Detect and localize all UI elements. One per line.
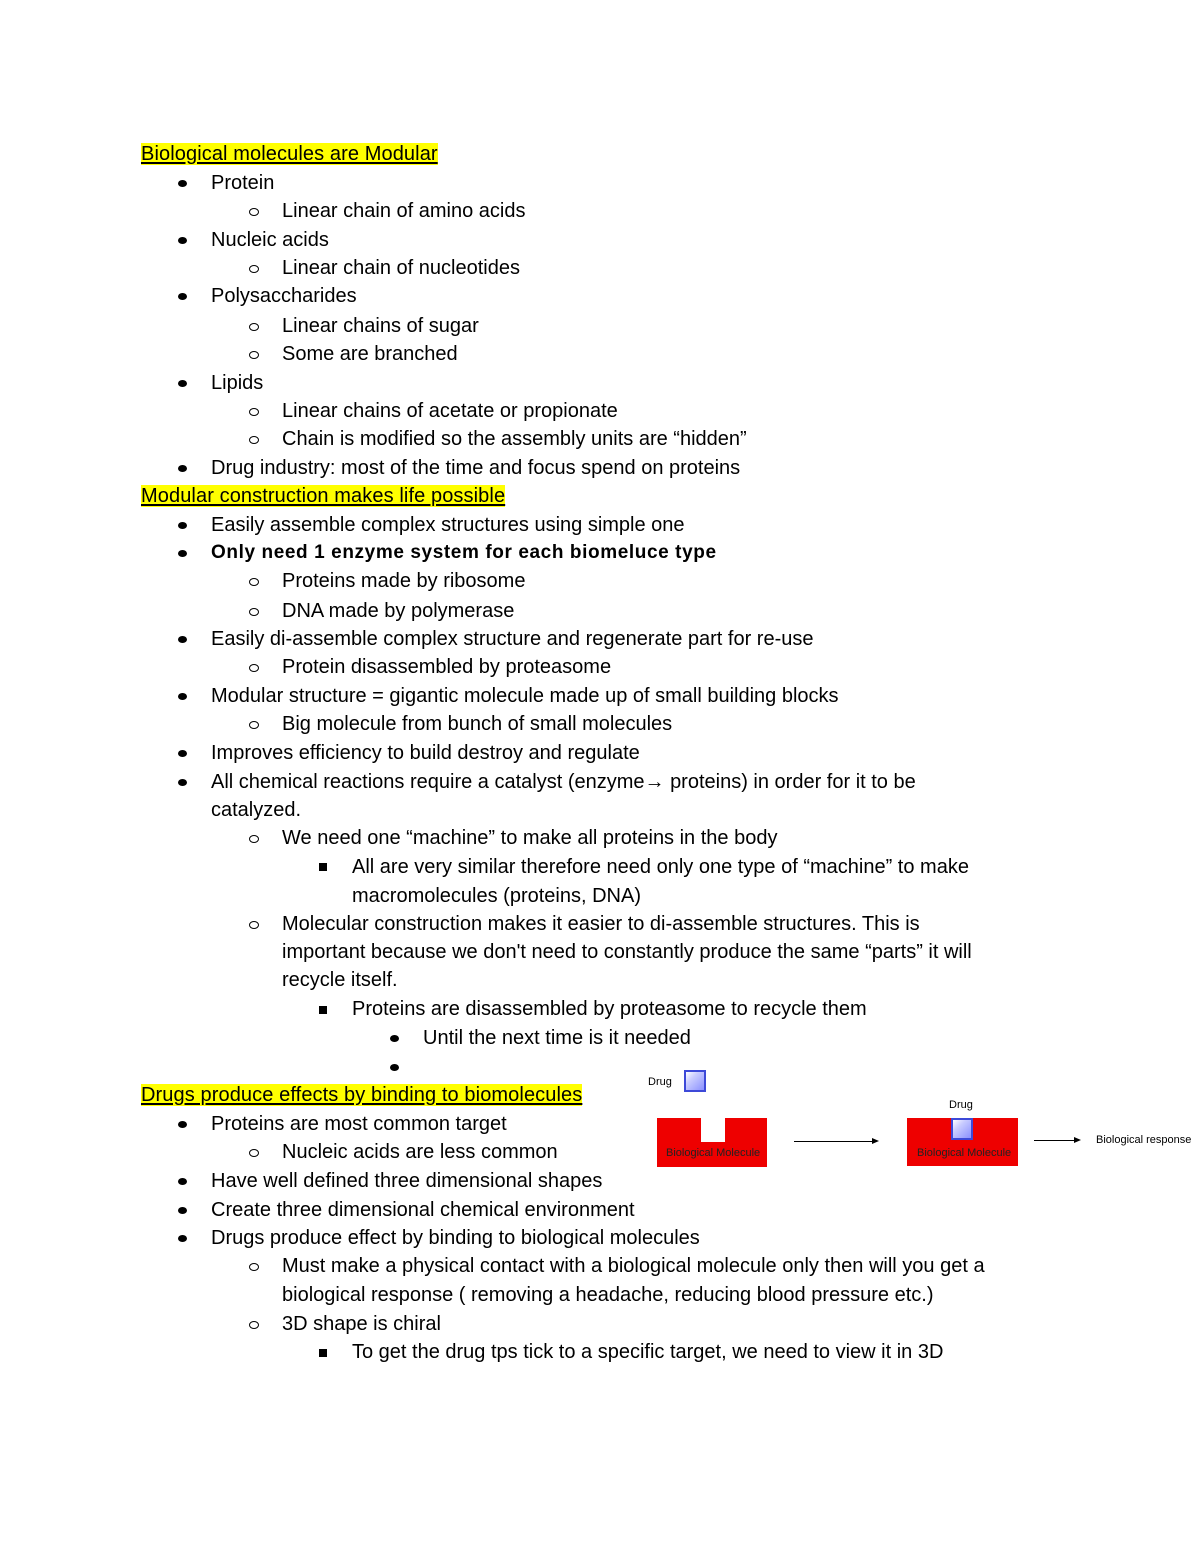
section-heading: Biological molecules are Modular — [141, 143, 438, 165]
bullet-disc — [390, 1035, 399, 1042]
bullet-disc — [178, 237, 187, 244]
section-heading: Modular construction makes life possible — [141, 485, 506, 507]
bullet-disc — [178, 1207, 187, 1214]
list-item: Have well defined three dimensional shapes — [211, 1170, 603, 1192]
list-item: Linear chain of amino acids — [282, 200, 526, 222]
list-item: Molecular construction makes it easier to di-assemble structures. This is — [282, 913, 920, 935]
drug-label: Drug — [648, 1076, 672, 1088]
bullet-circle — [249, 208, 259, 216]
bullet-circle — [249, 351, 259, 359]
bullet-disc — [178, 293, 187, 300]
list-item: Proteins are disassembled by proteasome to recycle them — [352, 998, 867, 1020]
drug-square-bound — [951, 1118, 973, 1140]
list-item: Protein — [211, 172, 275, 194]
drug-square-unbound — [684, 1070, 706, 1092]
list-item: Create three dimensional chemical environment — [211, 1199, 635, 1221]
list-item: All are very similar therefore need only one type of “machine” to make — [352, 856, 969, 878]
bullet-square — [319, 863, 327, 871]
list-item: Proteins are most common target — [211, 1113, 507, 1135]
list-item: Nucleic acids are less common — [282, 1141, 558, 1163]
biological-molecule-left-part — [657, 1118, 701, 1167]
arrow-head — [1074, 1137, 1081, 1143]
bullet-circle — [249, 323, 259, 331]
list-item: Nucleic acids — [211, 229, 329, 251]
list-item: Polysaccharides — [211, 285, 357, 307]
bullet-circle — [249, 1263, 259, 1271]
bullet-disc — [178, 779, 187, 786]
bullet-square — [319, 1349, 327, 1357]
bullet-circle — [249, 1149, 259, 1157]
bullet-disc — [178, 180, 187, 187]
list-item-continuation: recycle itself. — [282, 969, 398, 991]
bullet-disc — [178, 550, 187, 557]
list-item: Drug industry: most of the time and focus spend on proteins — [211, 457, 741, 479]
bullet-circle — [249, 265, 259, 273]
bullet-circle — [249, 408, 259, 416]
list-item: To get the drug tps tick to a specific target, we need to view it in 3D — [352, 1341, 944, 1363]
bullet-circle — [249, 1321, 259, 1329]
bullet-circle — [249, 835, 259, 843]
list-item-continuation: important because we don't need to constantly produce the same “parts” it will — [282, 941, 972, 963]
list-item: Lipids — [211, 372, 264, 394]
list-item: Protein disassembled by proteasome — [282, 656, 612, 678]
list-item-continuation: macromolecules (proteins, DNA) — [352, 885, 641, 907]
list-item: 3D shape is chiral — [282, 1313, 441, 1335]
biological-response-label: Biological response — [1096, 1134, 1192, 1146]
bullet-disc — [178, 636, 187, 643]
list-item: Easily di-assemble complex structure and regenerate part for re-use — [211, 628, 814, 650]
bullet-circle — [249, 436, 259, 444]
list-item-continuation: biological response ( removing a headache, reducing blood pressure etc.) — [282, 1284, 934, 1306]
list-item: Linear chains of acetate or propionate — [282, 400, 618, 422]
list-item: Some are branched — [282, 343, 458, 365]
list-item: Until the next time is it needed — [423, 1027, 691, 1049]
bullet-disc — [178, 693, 187, 700]
bullet-circle — [249, 921, 259, 929]
arrow-head — [872, 1138, 879, 1144]
bullet-disc — [178, 1178, 187, 1185]
list-item: Linear chain of nucleotides — [282, 257, 520, 279]
bullet-disc — [178, 750, 187, 757]
list-item-bold: Only need 1 enzyme system for each biomeluce type — [211, 542, 717, 563]
list-item: Chain is modified so the assembly units are “hidden” — [282, 428, 747, 450]
arrow-line — [1034, 1140, 1076, 1141]
list-item: DNA made by polymerase — [282, 600, 515, 622]
bullet-circle — [249, 721, 259, 729]
section-heading: Drugs produce effects by binding to biomolecules — [141, 1084, 583, 1106]
list-item: We need one “machine” to make all proteins in the body — [282, 827, 778, 849]
drug-label: Drug — [949, 1099, 973, 1111]
bullet-disc — [178, 465, 187, 472]
biological-molecule-left-part — [725, 1118, 767, 1167]
bullet-circle — [249, 608, 259, 616]
bullet-disc — [178, 380, 187, 387]
bullet-square — [319, 1006, 327, 1014]
bullet-disc-empty — [390, 1064, 399, 1071]
bullet-circle — [249, 664, 259, 672]
list-item: Linear chains of sugar — [282, 315, 479, 337]
biological-molecule-label: Biological Molecule — [666, 1147, 761, 1159]
list-item: Improves efficiency to build destroy and regulate — [211, 742, 640, 764]
bullet-disc — [178, 1121, 187, 1128]
list-item: All chemical reactions require a catalyst (enzyme→ proteins) in order for it to be — [211, 771, 916, 793]
biological-molecule-label: Biological Molecule — [917, 1147, 1012, 1159]
bullet-disc — [178, 522, 187, 529]
list-item: Drugs produce effect by binding to biological molecules — [211, 1227, 700, 1249]
list-item: Proteins made by ribosome — [282, 570, 526, 592]
bullet-disc — [178, 1235, 187, 1242]
list-item: Must make a physical contact with a biological molecule only then will you get a — [282, 1255, 985, 1277]
list-item: Big molecule from bunch of small molecules — [282, 713, 673, 735]
list-item: Modular structure = gigantic molecule made up of small building blocks — [211, 685, 839, 707]
arrow-line — [794, 1141, 874, 1142]
bullet-circle — [249, 578, 259, 586]
list-item: Easily assemble complex structures using simple one — [211, 514, 685, 536]
drug-binding-diagram — [640, 1064, 1196, 1174]
list-item-continuation: catalyzed. — [211, 799, 302, 821]
